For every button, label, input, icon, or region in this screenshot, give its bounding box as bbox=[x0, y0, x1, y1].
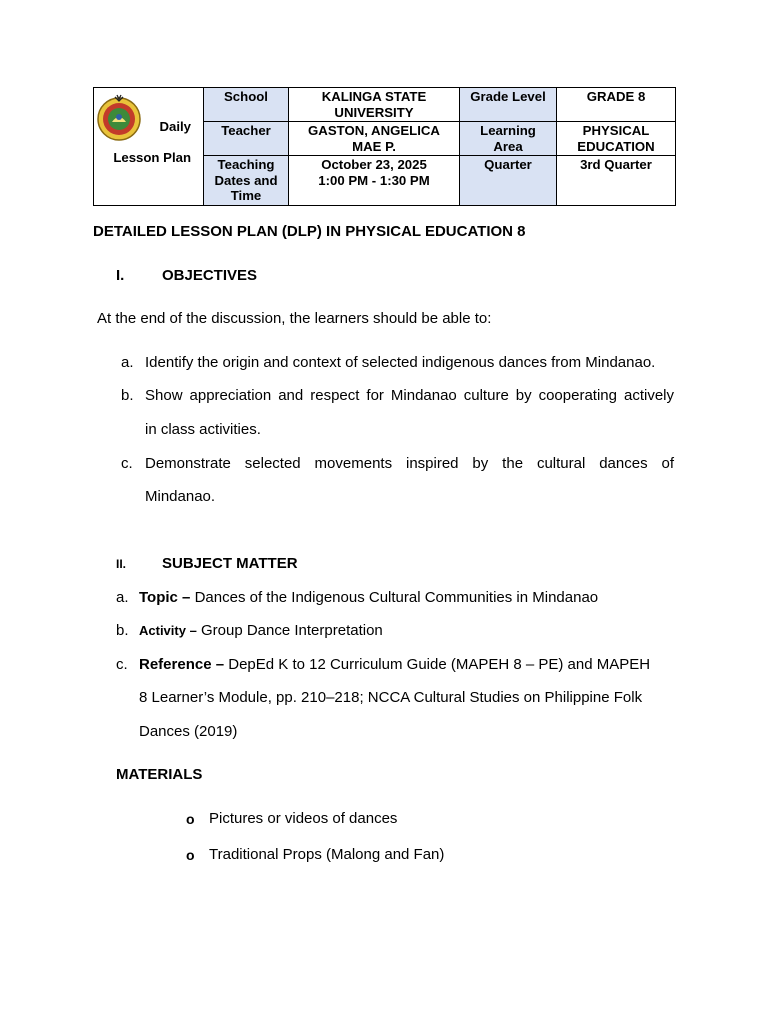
school-label: School bbox=[204, 88, 289, 122]
grade-level-label: Grade Level bbox=[460, 88, 557, 122]
materials-bullet-1: o bbox=[186, 811, 195, 827]
objective-a-letter: a. bbox=[121, 354, 134, 371]
header-table bbox=[93, 87, 676, 206]
teacher-value: GASTON, ANGELICA MAE P. bbox=[289, 122, 460, 156]
subject-c-line1 bbox=[139, 656, 650, 673]
objective-b-letter: b. bbox=[121, 387, 134, 404]
school-value: KALINGA STATE UNIVERSITY bbox=[289, 88, 460, 122]
document-title: DETAILED LESSON PLAN (DLP) IN PHYSICAL EDUCATION 8 bbox=[93, 223, 526, 240]
daily-label: Daily bbox=[159, 119, 191, 134]
topic-value: Dances of the Indigenous Cultural Communities in Mindanao bbox=[194, 589, 599, 606]
topic-label: Topic – bbox=[139, 589, 191, 606]
reference-line3: Dances (2019) bbox=[139, 723, 238, 740]
objective-c-line1: Demonstrate selected movements inspired by the cultural dances of bbox=[145, 455, 674, 472]
materials-heading: MATERIALS bbox=[116, 766, 203, 783]
grade-level-value: GRADE 8 bbox=[557, 88, 676, 122]
reference-line2: 8 Learner’s Module, pp. 210–218; NCCA Cultural Studies on Philippine Folk bbox=[139, 689, 643, 706]
objective-b-line1: Show appreciation and respect for Mindanao culture by cooperating actively bbox=[145, 387, 674, 404]
materials-bullet-2: o bbox=[186, 847, 195, 863]
school-seal-logo bbox=[94, 92, 144, 142]
teacher-label: Teacher bbox=[204, 122, 289, 156]
teaching-dates-value: October 23, 2025 1:00 PM - 1:30 PM bbox=[289, 156, 460, 206]
logo-cell bbox=[94, 88, 204, 206]
lesson-plan-label: Lesson Plan bbox=[113, 150, 191, 165]
section-2-number: II. bbox=[116, 557, 127, 571]
section-1-number: I. bbox=[116, 267, 125, 284]
activity-label: Activity – bbox=[139, 623, 197, 638]
subject-b-line bbox=[139, 622, 383, 639]
objective-b-line2: in class activities. bbox=[145, 421, 261, 438]
objective-c-letter: c. bbox=[121, 455, 133, 472]
objective-c-line2: Mindanao. bbox=[145, 488, 216, 505]
teaching-dates-label: Teaching Dates and Time bbox=[204, 156, 289, 206]
reference-label: Reference – bbox=[139, 656, 225, 673]
subject-b-letter: b. bbox=[116, 622, 129, 639]
section-2-heading: SUBJECT MATTER bbox=[162, 555, 298, 572]
subject-c-letter: c. bbox=[116, 656, 128, 673]
quarter-value: 3rd Quarter bbox=[557, 156, 676, 206]
section-1-heading: OBJECTIVES bbox=[162, 267, 258, 284]
reference-line1: DepEd K to 12 Curriculum Guide (MAPEH 8 – PE) and MAPEH bbox=[228, 656, 651, 673]
activity-value: Group Dance Interpretation bbox=[200, 622, 383, 639]
objective-a-text: Identify the origin and context of selected indigenous dances from Mindanao. bbox=[145, 354, 656, 371]
quarter-label: Quarter bbox=[460, 156, 557, 206]
materials-item-2: Traditional Props (Malong and Fan) bbox=[209, 846, 445, 863]
subject-a-line bbox=[139, 589, 598, 606]
materials-item-1: Pictures or videos of dances bbox=[209, 810, 398, 827]
objectives-intro: At the end of the discussion, the learners should be able to: bbox=[97, 310, 492, 327]
learning-area-label: Learning Area bbox=[460, 122, 557, 156]
subject-a-letter: a. bbox=[116, 589, 129, 606]
learning-area-value: PHYSICAL EDUCATION bbox=[557, 122, 676, 156]
